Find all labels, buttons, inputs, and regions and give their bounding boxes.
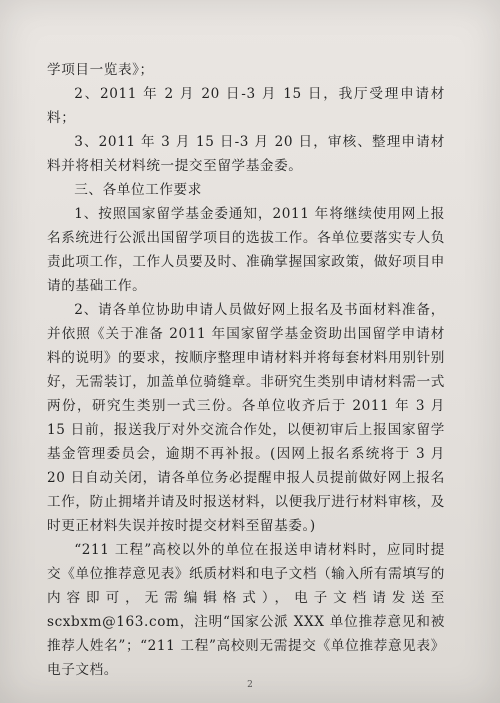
- section-heading: 三、各单位工作要求: [74, 182, 202, 198]
- page-number: 2: [247, 680, 253, 690]
- paragraph-list-continuation: 学项目一览表》；: [47, 62, 154, 78]
- paragraph-item-3: 3、2011 年 3 月 15 日-3 月 20 日，审核、整理申请材料并将相关材料统一提交至留学基金委。: [47, 134, 445, 174]
- document-body: [47, 58, 445, 682]
- paragraph-211-note: “211 工程”高校以外的单位在报送申请材料时，应同时提交《单位推荐意见表》纸质材料和电子文档（输入所有需填写的内容即可，无需编辑格式），电子文档请发送至 scxbxm@163.com，注明“国家公派 XXX 单位推荐意见和被推荐人姓名”；“211 工程”高校则无需提交《单位推荐意见表》电子文档。: [47, 542, 445, 678]
- paragraph-requirement-2: 2、请各单位协助申请人员做好网上报名及书面材料准备，并依照《关于准备 2011 年国家留学基金资助出国留学申请材料的说明》的要求，按顺序整理申请材料并将每套材料用别针别好，无需装订，加盖单位骑缝章。非研究生类别申请材料需一式两份，研究生类别一式三份。各单位收齐后于 2011 年 3 月 15 日前，报送我厅对外交流合作处，以便初审后上报国家留学基金管理委员会，逾期不再补报。(因网上报名系统将于 3 月 20 日自动关闭，请各单位务必提醒申报人员提前做好网上报名工作，防止拥堵并请及时报送材料，以便我厅进行材料审核，及时更正材料失误并按时提交材料至留基委。): [47, 302, 445, 534]
- paragraph-item-2: 2、2011 年 2 月 20 日-3 月 15 日，我厅受理申请材料；: [47, 86, 445, 126]
- paragraph-requirement-1: 1、按照国家留学基金委通知，2011 年将继续使用网上报名系统进行公派出国留学项目的选拔工作。各单位要落实专人负责此项工作，工作人员要及时、准确掌握国家政策，做好项目申请的基础工作。: [47, 206, 445, 294]
